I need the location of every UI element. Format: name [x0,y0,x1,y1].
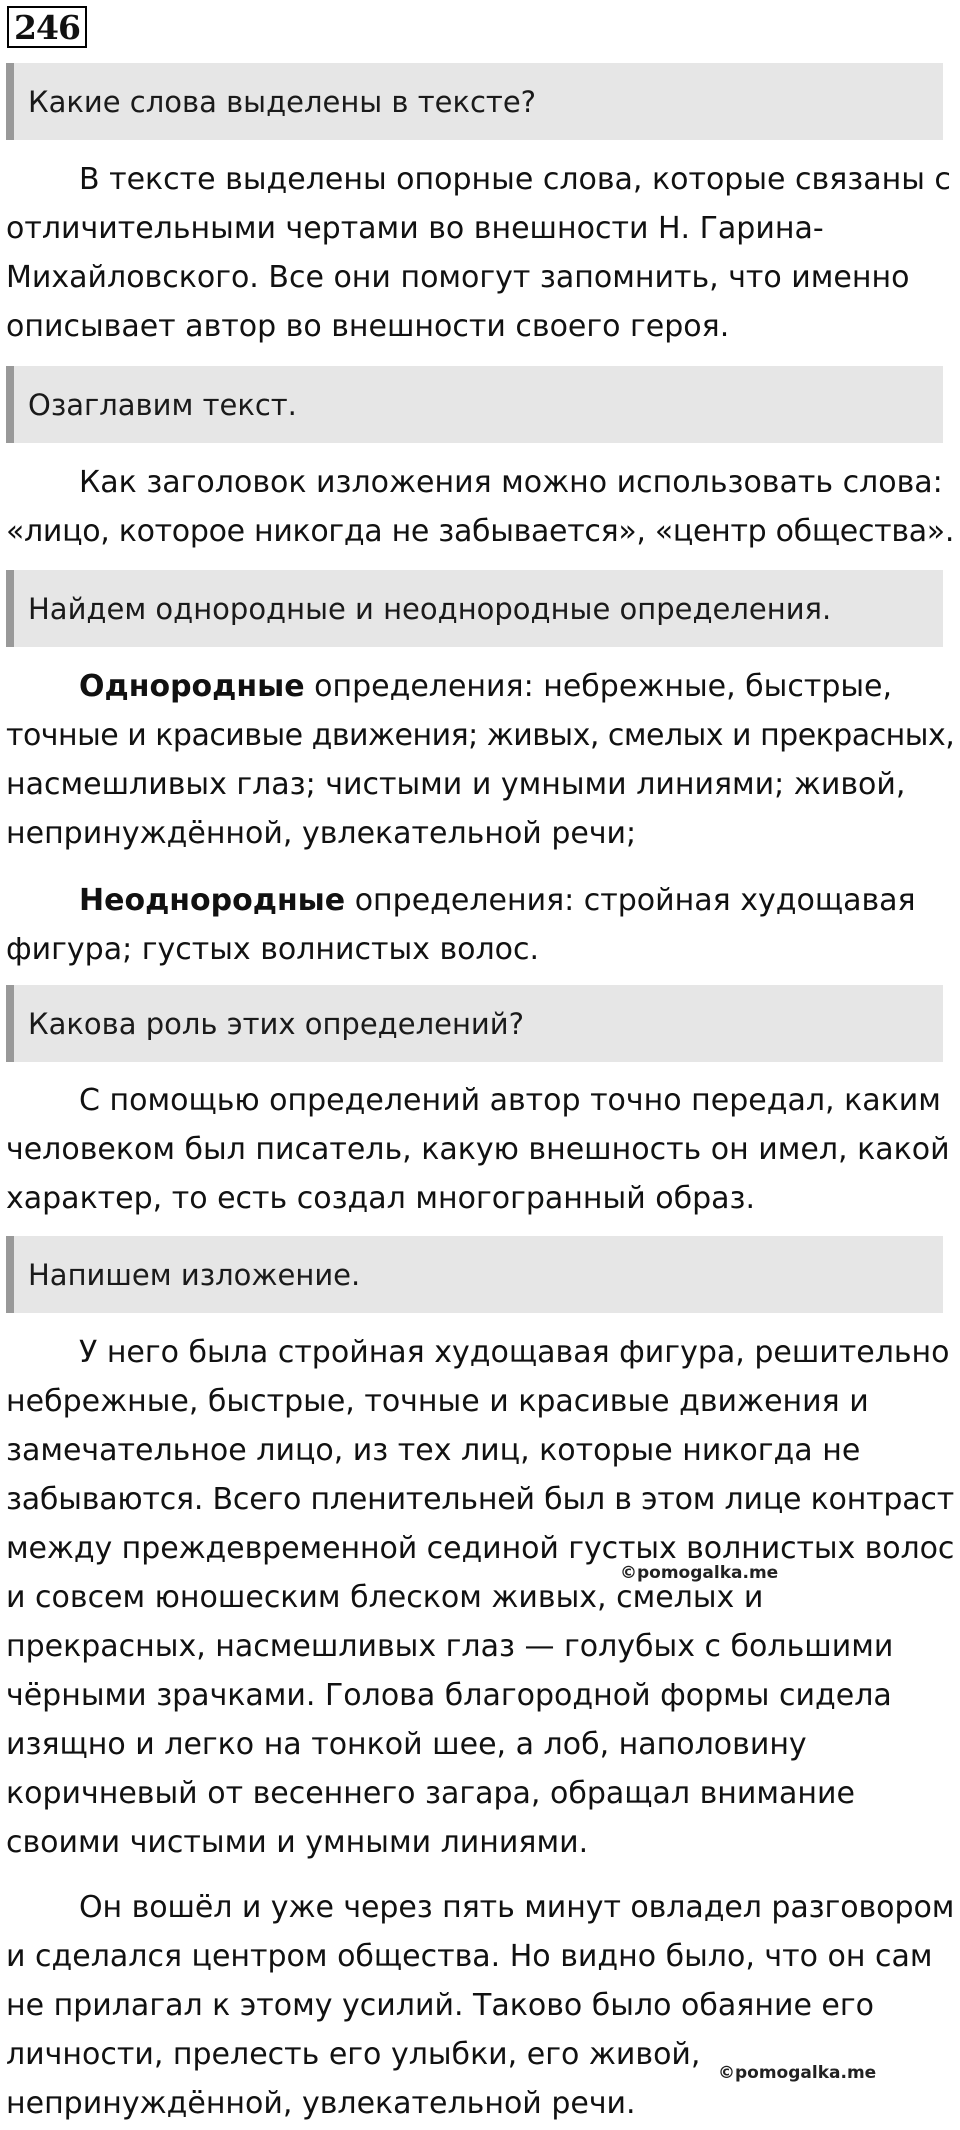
answer-paragraph-1 [6,155,954,351]
text-line: прекрасных, насмешливых глаз — голубых с большими [6,1629,894,1664]
question-heading-4: Какова роль этих определений? [6,985,943,1062]
text-line: точные и красивые движения; живых, смелых и прекрасных, [6,718,955,753]
text-line [6,876,954,925]
text-line: «лицо, которое никогда не забывается», «центр общества». [6,514,955,549]
text-line: У него была стройная худощавая фигура, решительно [79,1335,950,1370]
text-line: С помощью определений автор точно передал, каким [79,1083,941,1118]
text-line: Он вошёл и уже через пять минут овладел разговором [79,1890,955,1925]
question-heading-5: Напишем изложение. [6,1236,943,1313]
text-line: забываются. Всего пленительней был в этом лице контраст [6,1482,954,1517]
answer-paragraph-3b [6,876,954,974]
text-line: своими чистыми и умными линиями. [6,1825,589,1860]
text-line: Михайловского. Все они помогут запомнить, что именно [6,260,910,295]
text-line: и совсем юношеским блеском живых, смелых и [6,1580,764,1615]
question-heading-3: Найдем однородные и неоднородные определения. [6,570,943,647]
text-line [6,662,954,711]
watermark: ©pomogalka.me [620,1563,779,1583]
text-line: не прилагал к этому усилий. Таково было обаяние его [6,1988,875,2023]
answer-paragraph-4 [6,1076,954,1223]
text-line: чёрными зрачками. Голова благородной формы сидела [6,1678,892,1713]
text-line: В тексте выделены опорные слова, которые связаны с [79,162,951,197]
text-line: изящно и легко на тонкой шее, а лоб, наполовину [6,1727,807,1762]
text-line: замечательное лицо, из тех лиц, которые никогда не [6,1433,861,1468]
text-line: коричневый от весеннего загара, обращал внимание [6,1776,855,1811]
question-heading-2: Озаглавим текст. [6,366,943,443]
question-heading-1: Какие слова выделены в тексте? [6,63,943,140]
text-line: небрежные, быстрые, точные и красивые движения и [6,1384,869,1419]
text-line: характер, то есть создал многогранный образ. [6,1181,756,1216]
answer-paragraph-2 [6,458,954,556]
essay-paragraph-2 [6,1883,954,2128]
text-line: фигура; густых волнистых волос. [6,932,540,967]
text-line: описывает автор во внешности своего героя. [6,309,730,344]
text-line: и сделался центром общества. Но видно было, что он сам [6,1939,933,1974]
text-line: непринуждённой, увлекательной речи. [6,2086,636,2121]
text-line: Как заголовок изложения можно использовать слова: [79,465,943,500]
watermark: ©pomogalka.me [718,2063,877,2083]
text-line: насмешливых глаз; чистыми и умными линиями; живой, [6,767,906,802]
text-line: личности, прелесть его улыбки, его живой, [6,2037,701,2072]
bold-term: Однородные [79,669,305,704]
text-fragment: определения: стройная худощавая [345,883,916,918]
task-number-box: 246 [7,6,87,48]
essay-paragraph-1 [6,1328,954,1867]
text-line: человеком был писатель, какую внешность он имел, какой [6,1132,950,1167]
bold-term: Неоднородные [79,883,346,918]
text-line: между преждевременной сединой густых волнистых волос [6,1531,955,1566]
answer-paragraph-3a [6,662,954,858]
text-fragment: определения: небрежные, быстрые, [304,669,893,704]
text-line: непринуждённой, увлекательной речи; [6,816,637,851]
text-line: отличительными чертами во внешности Н. Гарина- [6,211,824,246]
